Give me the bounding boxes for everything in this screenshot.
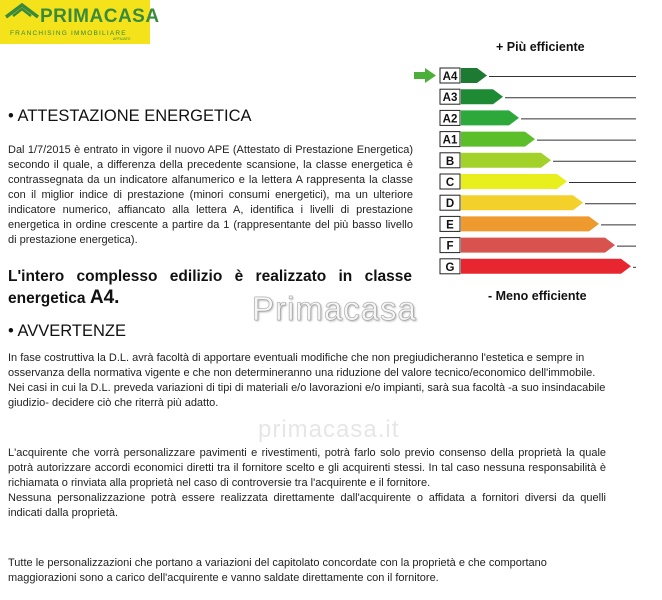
class-bar-e xyxy=(461,216,599,231)
watermark-faint: primacasa.it xyxy=(258,416,400,443)
class-bar-a2 xyxy=(461,110,519,125)
class-label-e: E xyxy=(446,219,454,232)
class-label-a4: A4 xyxy=(442,71,458,83)
brand-logo xyxy=(0,0,160,44)
class-bar-a3 xyxy=(461,89,503,104)
class-bar-c xyxy=(461,174,567,189)
section-heading-energy: • ATTESTAZIONE ENERGETICA xyxy=(8,107,252,125)
class-bar-g xyxy=(461,259,631,274)
warnings-paragraph-1b: Nei casi in cui la D.L. preveda variazioni di tipi di materiali e/o lavorazioni e/o impianti, sarà sua facoltà -a suo insindacabile giudizio- decidere ciò che riterrà più adatto. xyxy=(8,382,606,409)
brand-name: PRIMACASA xyxy=(40,6,160,27)
class-bar-b xyxy=(461,153,551,168)
warnings-paragraph-3: Tutte le personalizzazioni che portano a variazioni del capitolato concordate con la proprietà e che comportano maggiorazioni sono a carico dell'acquirente e vanno saldate direttamente con il fornitore. xyxy=(8,557,547,584)
statement-class: A4. xyxy=(89,287,120,308)
energy-class-scale xyxy=(414,66,644,278)
watermark: Primacasa xyxy=(252,290,417,327)
most-efficient-label: + Più efficiente xyxy=(496,40,585,54)
class-label-b: B xyxy=(445,155,455,168)
class-label-d: D xyxy=(445,198,455,211)
class-label-a1: A1 xyxy=(442,134,458,147)
brand-subtitle: FRANCHISING IMMOBILIARE xyxy=(10,30,127,37)
house-icon xyxy=(4,3,40,29)
warnings-paragraph-2b: Nessuna personalizzazione potrà essere realizzata direttamente dall'acquirente o affidata a fornitori diversi da quelli indicati dalla proprietà. xyxy=(8,492,606,519)
warnings-block-2 xyxy=(8,446,606,521)
least-efficient-label: - Meno efficiente xyxy=(488,289,587,303)
class-bar-a1 xyxy=(461,132,535,147)
class-label-a2: A2 xyxy=(442,113,458,126)
section-heading-warnings: • AVVERTENZE xyxy=(8,322,126,340)
class-bar-f xyxy=(461,238,615,253)
warnings-paragraph-1: In fase costruttiva la D.L. avrà facoltà di apportare eventuali modifiche che non pregiudicheranno l'estetica e sempre in osservanza della normativa vigente e che non determineranno una riduzione del valore tecnico/economico dell'immobile. xyxy=(8,352,596,379)
statement-text: L'intero complesso edilizio è realizzato in classe energetica xyxy=(8,268,412,307)
warnings-paragraph-2: L'acquirente che vorrà personalizzare pavimenti e rivestimenti, potrà farlo solo previo consenso della proprietà la quale potrà autorizzare accordi economici diretti tra il fornitore scelto e gli acquirenti stessi. In tal caso nessuna responsabilità è richiamata o rinviata alla proprietà nel caso di controversie tra l'acquirente e il fornitore. xyxy=(8,447,606,489)
class-label-g: G xyxy=(445,261,455,274)
energy-paragraph: Dal 1/7/2015 è entrato in vigore il nuovo APE (Attestato di Prestazione Energetica) secondo il quale, a differenza della precedente scansione, la classe energetica è contrassegnata da un indicatore alfanumerico e la lettera A rappresenta la classe con il miglior indice di prestazione (minori consumi energetici), ma un ulteriore indicatore numerico, affiancato alla lettera A, identifica i livelli di prestazione energetica in ordine crescente a partire da 1 (rappresentante del più basso livello di prestazione energetica). xyxy=(8,144,413,246)
class-label-a3: A3 xyxy=(442,92,458,105)
class-label-f: F xyxy=(446,240,454,253)
class-bar-a4 xyxy=(461,68,487,83)
class-bar-d xyxy=(461,195,583,210)
class-label-c: C xyxy=(445,177,455,189)
brand-tag: AFFILIATO xyxy=(113,37,131,41)
warnings-block-1 xyxy=(8,351,606,411)
selected-class-arrow-icon xyxy=(414,68,436,83)
